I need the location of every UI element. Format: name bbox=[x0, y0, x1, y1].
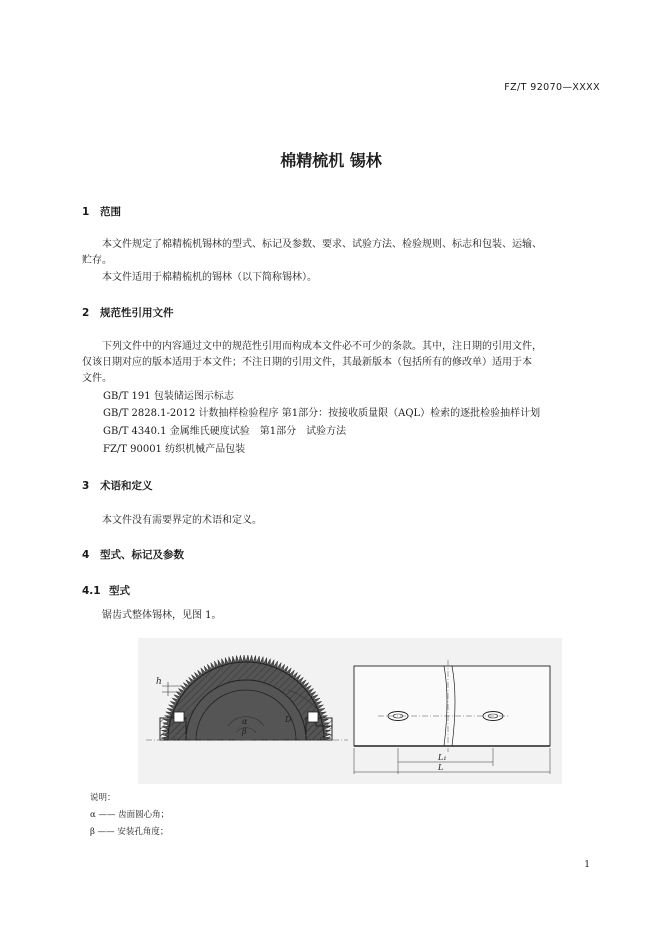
reference-item: GB/T 191 包装储运图示标志 bbox=[103, 391, 234, 402]
subsection-title: 型式 bbox=[109, 585, 130, 597]
text-line: 下列文件中的内容通过文中的规范性引用而构成本文件必不可少的条款。其中，注日期的引用文件， bbox=[102, 341, 542, 352]
section-2-paragraph bbox=[82, 339, 602, 387]
reference-item: GB/T 2828.1-2012 计数抽样检验程序 第1部分：按接收质量限（AQL）检索的逐批检验抽样计划 bbox=[103, 408, 541, 419]
section-title: 规范性引用文件 bbox=[100, 307, 174, 319]
section-number: 1 bbox=[82, 206, 90, 218]
label-beta: β bbox=[242, 727, 247, 736]
document-title: 棉精梳机 锡林 bbox=[280, 151, 382, 170]
section-1-paragraph-1 bbox=[82, 237, 602, 269]
subsection-number: 4.1 bbox=[82, 585, 101, 597]
section-title: 型式、标记及参数 bbox=[100, 549, 184, 561]
section-2-heading bbox=[82, 305, 174, 320]
legend-item: α —— 齿面圆心角； bbox=[90, 810, 170, 820]
subsection-4-1-paragraph: 锯齿式整体锡林，见图 1。 bbox=[102, 610, 222, 621]
section-1-paragraph-2: 本文件适用于棉精梳机的锡林（以下简称锡林）。 bbox=[102, 272, 317, 283]
text-line: 贮存。 bbox=[82, 255, 112, 266]
label-l1: L₁ bbox=[438, 753, 447, 762]
page-number: 1 bbox=[584, 860, 590, 870]
text-line: 仅该日期对应的版本适用于本文件；不注日期的引用文件，其最新版本（包括所有的修改单）适用于本 bbox=[82, 357, 532, 368]
legend-item: β —— 安装孔角度； bbox=[90, 827, 169, 837]
section-title: 术语和定义 bbox=[100, 480, 153, 492]
section-number: 4 bbox=[82, 549, 90, 561]
reference-item: FZ/T 90001 纺织机械产品包装 bbox=[103, 444, 246, 455]
figure-1-drawing bbox=[138, 638, 562, 784]
label-d: D bbox=[285, 715, 292, 724]
label-alpha: α bbox=[242, 717, 248, 726]
reference-item: GB/T 4340.1 金属维氏硬度试验 第1部分 试验方法 bbox=[103, 426, 347, 437]
legend-title: 说明： bbox=[90, 793, 116, 803]
section-number: 2 bbox=[82, 307, 90, 319]
label-h: h bbox=[156, 677, 162, 687]
text-line: 文件。 bbox=[82, 373, 112, 384]
section-3-heading bbox=[82, 478, 153, 493]
text-line: 本文件规定了棉精梳机锡林的型式、标记及参数、要求、试验方法、检验规则、标志和包装、运输、 bbox=[102, 239, 542, 250]
section-1-heading bbox=[82, 204, 121, 219]
section-3-paragraph: 本文件没有需要界定的术语和定义。 bbox=[102, 515, 262, 526]
label-l: L bbox=[438, 763, 444, 772]
section-number: 3 bbox=[82, 480, 90, 492]
standard-number: FZ/T 92070—XXXX bbox=[504, 82, 600, 93]
section-title: 范围 bbox=[100, 206, 121, 218]
section-4-heading bbox=[82, 547, 184, 562]
subsection-4-1-heading bbox=[82, 583, 130, 598]
